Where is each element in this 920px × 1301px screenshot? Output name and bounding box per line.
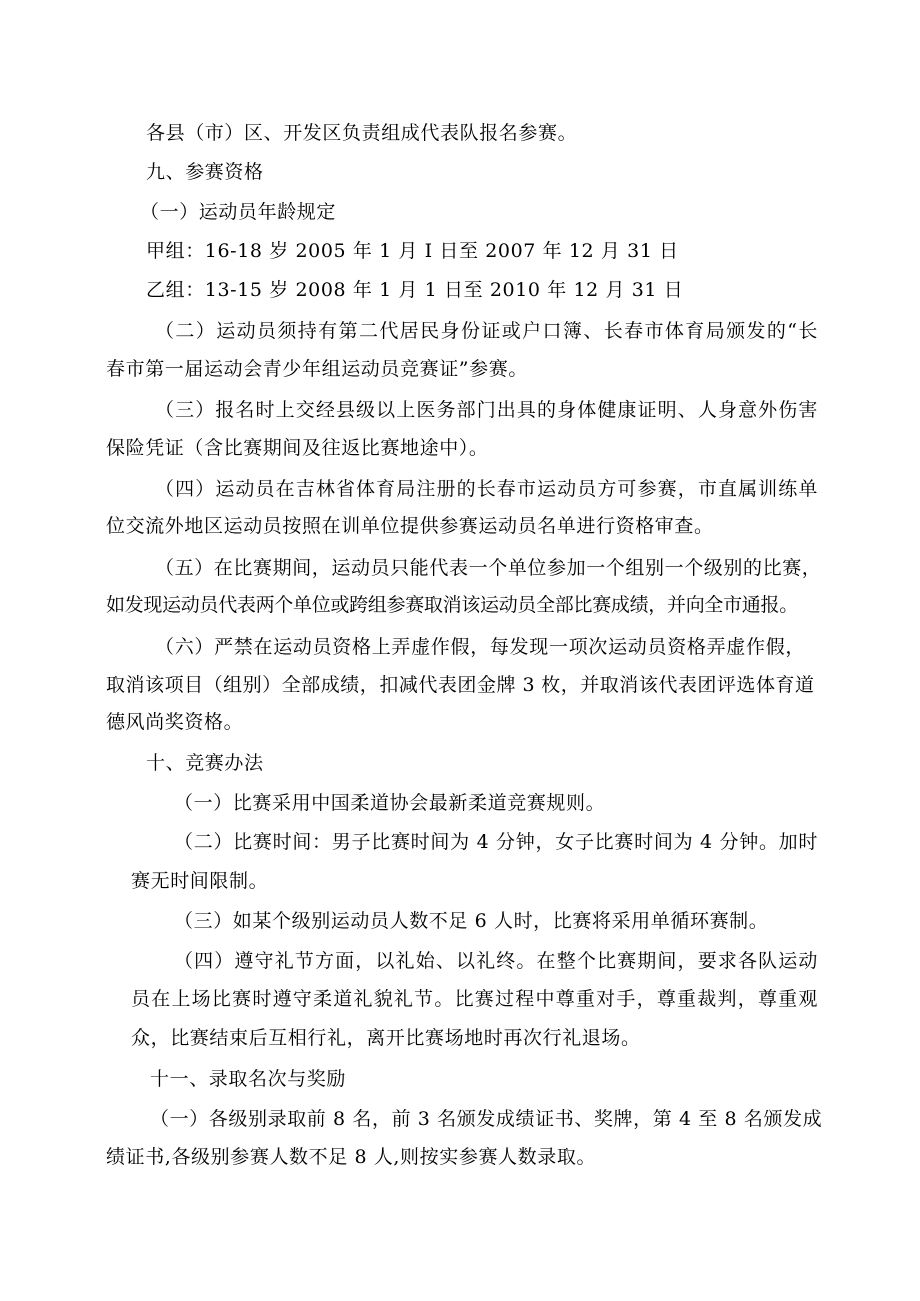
rule-4-line-3: 众，比赛结束后互相行礼，离开比赛场地时再次行礼退场。 [131, 1027, 641, 1049]
paragraph-line-1: 各县（市）区、开发区负责组成代表队报名参赛。 [146, 122, 578, 144]
award-1-line-1: （一）各级别录取前 8 名，前 3 名颁发成绩证书、奖牌，第 4 至 8 名颁发成 [150, 1108, 823, 1130]
paragraph-2-line-1: （二）运动员须持有第二代居民身份证或户口簿、长春市体育局颁发的“长 [155, 320, 818, 342]
rule-4-line-1: （四）遵守礼节方面，以礼始、以礼终。在整个比赛期间，要求各队运动 [174, 950, 818, 972]
rule-1: （一）比赛采用中国柔道协会最新柔道竞赛规则。 [174, 792, 606, 814]
rule-2-line-1: （二）比赛时间：男子比赛时间为 4 分钟，女子比赛时间为 4 分钟。加时 [174, 831, 818, 853]
award-1-line-2: 绩证书,各级别参赛人数不足 8 人,则按实参赛人数录取。 [106, 1146, 597, 1168]
rule-3: （三）如某个级别运动员人数不足 6 人时，比赛将采用单循环赛制。 [174, 910, 769, 932]
paragraph-5-line-1: （五）在比赛期间，运动员只能代表一个单位参加一个组别一个级别的比赛， [155, 557, 822, 579]
subheading-age-rules: （一）运动员年龄规定 [140, 201, 337, 223]
rule-4-line-2: 员在上场比赛时遵守柔道礼貌礼节。比赛过程中尊重对手，尊重裁判，尊重观 [131, 988, 818, 1010]
paragraph-5-line-2: 如发现运动员代表两个单位或跨组参赛取消该运动员全部比赛成绩，并向全市通报。 [106, 594, 798, 616]
paragraph-6-line-2: 取消该项目（组别）全部成绩，扣减代表团金牌 3 枚，并取消该代表团评选体育道 [106, 674, 814, 696]
paragraph-3-line-1: （三）报名时上交经县级以上医务部门出具的身体健康证明、人身意外伤害 [155, 399, 818, 421]
paragraph-6-line-3: 德风尚奖资格。 [106, 711, 244, 733]
age-group-b: 乙组：13-15 岁 2008 年 1 月 1 日至 2010 年 12 月 31 日 [146, 279, 684, 301]
paragraph-4-line-1: （四）运动员在吉林省体育局注册的长春市运动员方可参赛，市直属训练单 [155, 478, 818, 500]
section-heading-11: 十一、录取名次与奖励 [150, 1068, 347, 1090]
rule-2-line-2: 赛无时间限制。 [131, 870, 269, 892]
paragraph-3-line-2: 保险凭证（含比赛期间及往返比赛地途中）。 [106, 437, 489, 459]
section-heading-10: 十、竞赛办法 [146, 752, 264, 774]
paragraph-2-line-2: 春市第一届运动会青少年组运动员竞赛证”参赛。 [106, 358, 528, 380]
paragraph-4-line-2: 位交流外地区运动员按照在训单位提供参赛运动员名单进行资格审查。 [106, 515, 714, 537]
section-heading-9: 九、参赛资格 [146, 161, 264, 183]
paragraph-6-line-1: （六）严禁在运动员资格上弄虚作假，每发现一项次运动员资格弄虚作假， [155, 636, 805, 658]
age-group-a: 甲组：16-18 岁 2005 年 1 月 I 日至 2007 年 12 月 31 日 [146, 240, 679, 262]
